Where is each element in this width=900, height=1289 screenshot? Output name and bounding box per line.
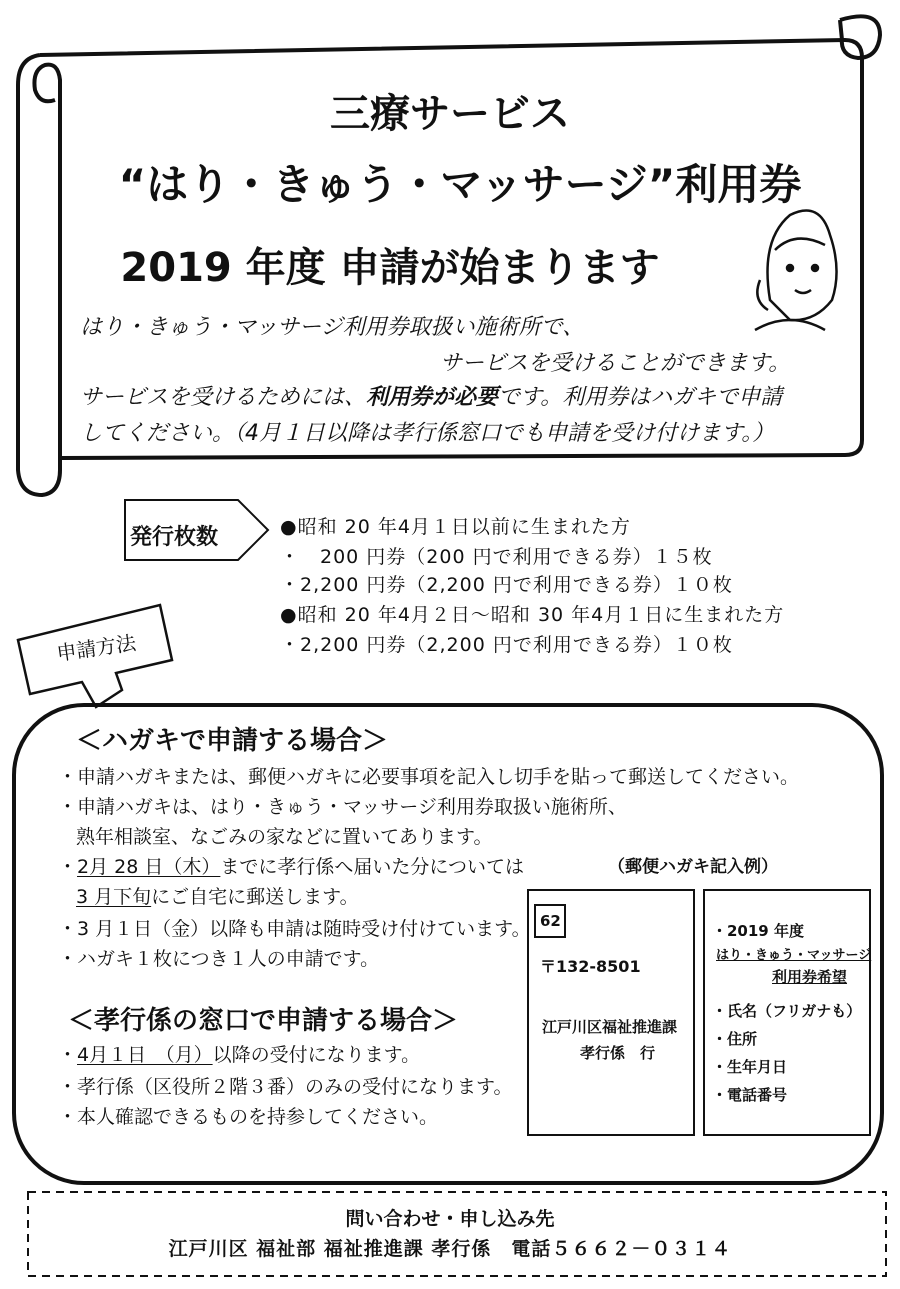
issuance-line-2: ・ 200 円券（200 円で利用できる券）１５枚 <box>280 546 713 568</box>
window-item-1 <box>58 1040 420 1067</box>
issuance-line-3: ・2,200 円券（2,200 円で利用できる券）１０枚 <box>280 574 733 596</box>
window-item-2: ・孝行係（区役所２階３番）のみの受付になります。 <box>58 1076 513 1098</box>
postcard-item-4: ・3 月１日（金）以降も申請は随時受け付けています。 <box>58 918 531 940</box>
title-line-1: 三療サービス <box>330 91 570 137</box>
issuance-line-1: ●昭和 20 年4月１日以前に生まれた方 <box>280 516 631 538</box>
postcard-stamp-number: 62 <box>540 912 561 930</box>
contact-detail: 江戸川区 福祉部 福祉推進課 孝行係 電話５６６２－０３１４ <box>168 1238 732 1260</box>
intro-line-3c: です。利用券はハガキで申請 <box>498 385 783 410</box>
postcard-back-5: ・住所 <box>712 1030 758 1048</box>
postcard-back-1: ・2019 年度 <box>712 922 804 940</box>
window-item-3: ・本人確認できるものを持参してください。 <box>58 1106 439 1128</box>
postcard-heading: ＜ハガキで申請する場合＞ <box>76 726 389 756</box>
window-item-1-text: 以降の受付になります。 <box>212 1044 421 1066</box>
bullet: ・ <box>58 856 78 878</box>
intro-emphasis: 利用券が必要 <box>366 385 499 410</box>
intro-line-4: してください。（4月１日以降は孝行係窓口でも申請を受け付けます。） <box>80 421 775 446</box>
postcard-address-1: 江戸川区福祉推進課 <box>542 1018 678 1036</box>
contact-heading: 問い合わせ・申し込み先 <box>345 1208 555 1230</box>
postcard-back-6: ・生年月日 <box>712 1058 788 1076</box>
intro-line-3a: サービスを受けるためには、 <box>80 385 367 410</box>
postcard-back-3: 利用券希望 <box>772 968 848 986</box>
postcard-example-title: （郵便ハガキ記入例） <box>608 857 778 877</box>
postcard-zip: 〒132-8501 <box>540 957 641 976</box>
intro-line-1: はり・きゅう・マッサージ利用券取扱い施術所で、 <box>80 315 585 340</box>
postcard-item-3-text: までに孝行係へ届いた分については <box>220 856 524 878</box>
postcard-item-3b-text: にご自宅に郵送します。 <box>151 886 359 908</box>
intro-line-3 <box>80 380 782 416</box>
postcard-item-2b: 熟年相談室、なごみの家などに置いてあります。 <box>76 826 493 848</box>
postcard-item-2: ・申請ハガキは、はり・きゅう・マッサージ利用券取扱い施術所、 <box>58 796 627 818</box>
nurse-illustration <box>755 211 837 331</box>
title-line-3: 2019 年度 申請が始まります <box>120 245 660 291</box>
postcard-back-4: ・氏名（フリガナも） <box>712 1002 862 1020</box>
intro-line-2: サービスを受けることができます。 <box>440 351 791 376</box>
issuance-line-4: ●昭和 20 年4月２日～昭和 30 年4月１日に生まれた方 <box>280 604 785 626</box>
postcard-back-7: ・電話番号 <box>712 1086 788 1104</box>
postcard-item-1: ・申請ハガキまたは、郵便ハガキに必要事項を記入し切手を貼って郵送してください。 <box>58 766 800 788</box>
method-label: 申請方法 <box>54 630 138 666</box>
window-heading: ＜孝行係の窓口で申請する場合＞ <box>68 1006 459 1036</box>
deadline-date: 2月 28 日（木） <box>77 856 221 878</box>
title-line-2: “はり・きゅう・マッサージ”利用券 <box>118 160 802 209</box>
bullet: ・ <box>58 1044 78 1066</box>
postcard-address-2: 孝行係 行 <box>580 1044 656 1062</box>
postcard-item-3b <box>76 882 359 909</box>
window-start-date: 4月１日 （月） <box>77 1044 213 1066</box>
postcard-item-5: ・ハガキ１枚につき１人の申請です。 <box>58 948 380 970</box>
postcard-back-2: はり・きゅう・マッサージ <box>716 948 872 963</box>
issuance-label: 発行枚数 <box>130 525 219 550</box>
mail-timing: 3 月下旬 <box>76 886 152 908</box>
issuance-line-5: ・2,200 円券（2,200 円で利用できる券）１０枚 <box>280 634 733 656</box>
postcard-item-3 <box>58 852 524 879</box>
